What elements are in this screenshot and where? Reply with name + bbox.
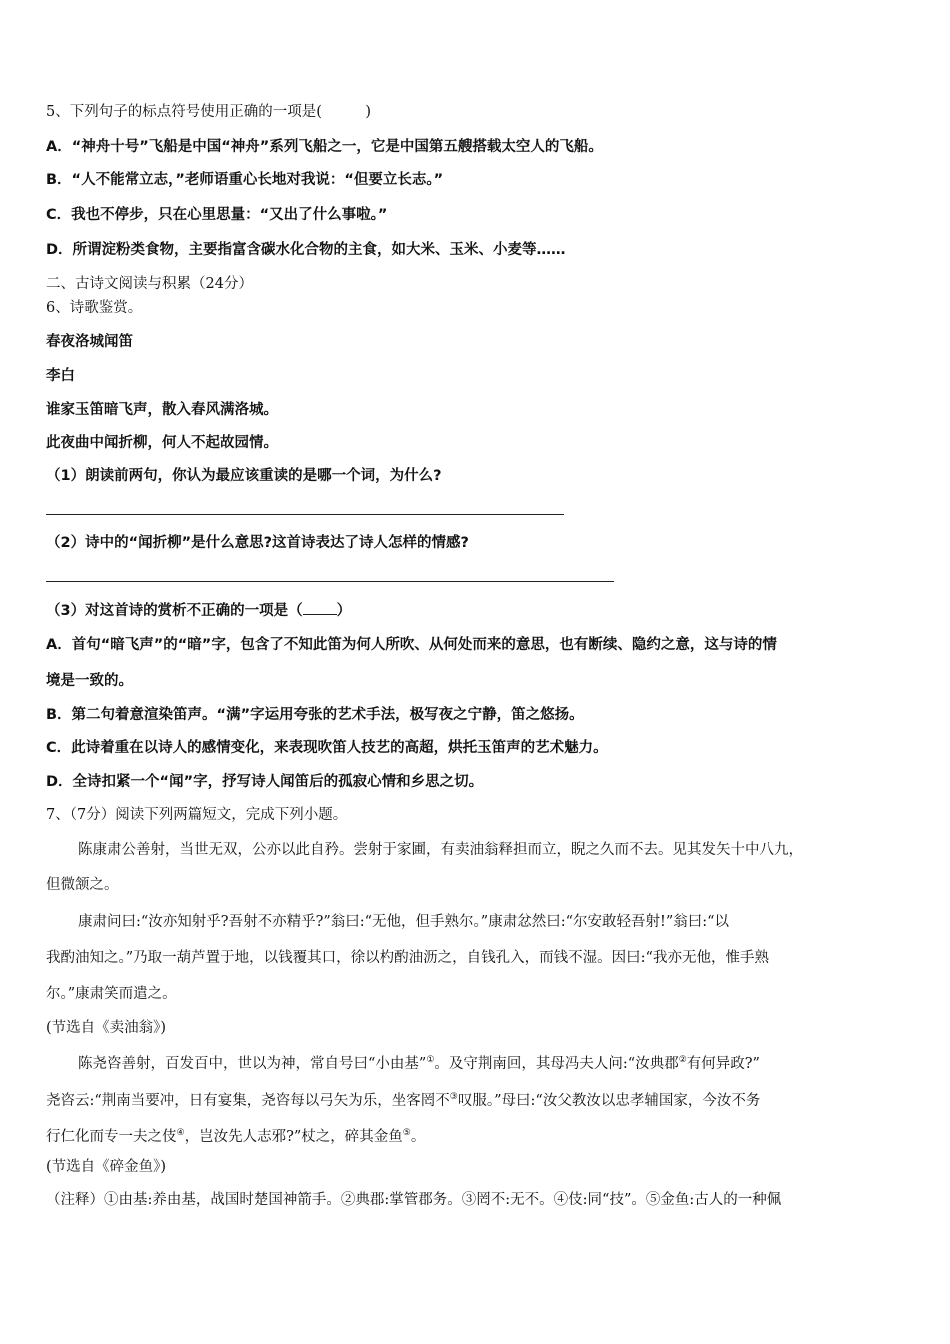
answer-blank[interactable] [303, 600, 337, 615]
footnote-ref-2: ② [678, 1055, 687, 1065]
q5-option-a: A．“神舟十号”飞船是中国“神舟”系列飞船之一，它是中国第五艘搭载太空人的飞船。 [46, 139, 603, 155]
p2-l3-b: ，岂汝先人志邪?”杖之，碎其金鱼 [184, 1128, 403, 1145]
q6-sub2: （2）诗中的“闻折柳”是什么意思?这首诗表达了诗人怎样的情感? [46, 535, 469, 551]
footnote-ref-3: ③ [449, 1092, 458, 1102]
q5-stem: 5、下列句子的标点符号使用正确的一项是( ) [46, 104, 372, 120]
q6-option-b: B．第二句着意渲染笛声。“满”字运用夸张的艺术手法，极写夜之宁静，笛之悠扬。 [46, 707, 584, 723]
p2-l1-c: 有何异政?” [686, 1055, 760, 1072]
passage1-line1: 陈康肃公善射，当世无双，公亦以此自矜。尝射于家圃，有卖油翁释担而立，睨之久而不去。见其发矢十中八九， [78, 842, 803, 858]
q6-option-a-line1: A．首句“暗飞声”的“暗”字，包含了不知此笛为何人所吹、从何处而来的意思，也有断续、隐约之意，这与诗的情 [46, 637, 777, 653]
poem-line-2: 此夜曲中闻折柳，何人不起故园情。 [46, 435, 278, 451]
q6-sub3 [46, 600, 906, 621]
footnote-ref-4: ④ [176, 1128, 185, 1138]
passage1-line4: 我酌油知之。”乃取一葫芦置于地，以钱覆其口，徐以杓酌油沥之，自钱孔入，而钱不湿。因曰:“我亦无他，惟手熟 [46, 950, 769, 966]
p2-l3-a: 行仁化而专一夫之伎 [46, 1128, 177, 1145]
q6-option-c: C．此诗着重在以诗人的感情变化，来表现吹笛人技艺的高超，烘托玉笛声的艺术魅力。 [46, 740, 608, 756]
q7-stem: 7、（7分）阅读下列两篇短文，完成下列小题。 [46, 807, 348, 823]
q6-option-d: D．全诗扣紧一个“闻”字，抒写诗人闻笛后的孤寂心情和乡思之切。 [46, 774, 484, 790]
q5-option-d: D．所谓淀粉类食物，主要指富含碳水化合物的主食，如大米、玉米、小麦等…… [46, 242, 566, 258]
footnote-ref-5: ⑤ [402, 1128, 411, 1138]
p2-l2-a: 尧咨云:“荆南当要冲，日有宴集，尧咨每以弓矢为乐，坐客罔不 [46, 1092, 450, 1109]
p2-l1-a: 陈尧咨善射，百发百中，世以为神，常自号曰“小由基” [78, 1055, 427, 1072]
poem-line-1: 谁家玉笛暗飞声，散入春风满洛城。 [46, 402, 278, 418]
passage1-line5: 尔。”康肃笑而遣之。 [46, 986, 177, 1002]
section-heading: 二、古诗文阅读与积累（24分） [46, 276, 253, 292]
q6-option-a-line2: 境是一致的。 [46, 673, 133, 689]
passage2-line1 [78, 1050, 906, 1074]
q6-sub3-text: （3）对这首诗的赏析不正确的一项是（ [46, 603, 303, 619]
footnote-ref-1: ① [426, 1055, 435, 1065]
poem-title: 春夜洛城闻笛 [46, 334, 133, 350]
answer-line-2[interactable] [46, 581, 614, 582]
passage2-line2 [46, 1087, 906, 1111]
passage1-line2: 但微颔之。 [46, 877, 119, 893]
passage1-line3: 康肃问曰:“汝亦知射乎?吾射不亦精乎?”翁曰:“无他，但手熟尔。”康肃忿然曰:“尔安敢轻吾射!”翁曰:“以 [78, 914, 730, 930]
q5-option-c: C．我也不停步，只在心里思量：“又出了什么事啦。” [46, 207, 388, 223]
q5-option-b: B．“人不能常立志，”老师语重心长地对我说：“但要立长志。” [46, 172, 444, 188]
p2-l1-b: 。及守荆南回，其母冯夫人问:“汝典郡 [434, 1055, 679, 1072]
passage2-line3 [46, 1123, 906, 1147]
answer-line-1[interactable] [46, 514, 564, 515]
q6-sub3-close: ） [336, 603, 352, 619]
poem-author: 李白 [46, 368, 75, 384]
annotation-note: （注释）①由基:养由基，战国时楚国神箭手。②典郡:掌管郡务。③罔不:无不。④伎:同“技”。⑤金鱼:古人的一种佩 [46, 1192, 782, 1208]
q6-sub1: （1）朗读前两句，你认为最应该重读的是哪一个词，为什么? [46, 468, 442, 484]
p2-l2-b: 叹服。”母曰:“汝父教汝以忠孝辅国家，今汝不务 [457, 1092, 761, 1109]
source-1: (节选自《卖油翁》) [46, 1020, 167, 1036]
source-2: (节选自《碎金鱼》) [46, 1159, 167, 1175]
p2-l3-c: 。 [410, 1128, 426, 1145]
q6-stem: 6、诗歌鉴赏。 [46, 300, 143, 316]
